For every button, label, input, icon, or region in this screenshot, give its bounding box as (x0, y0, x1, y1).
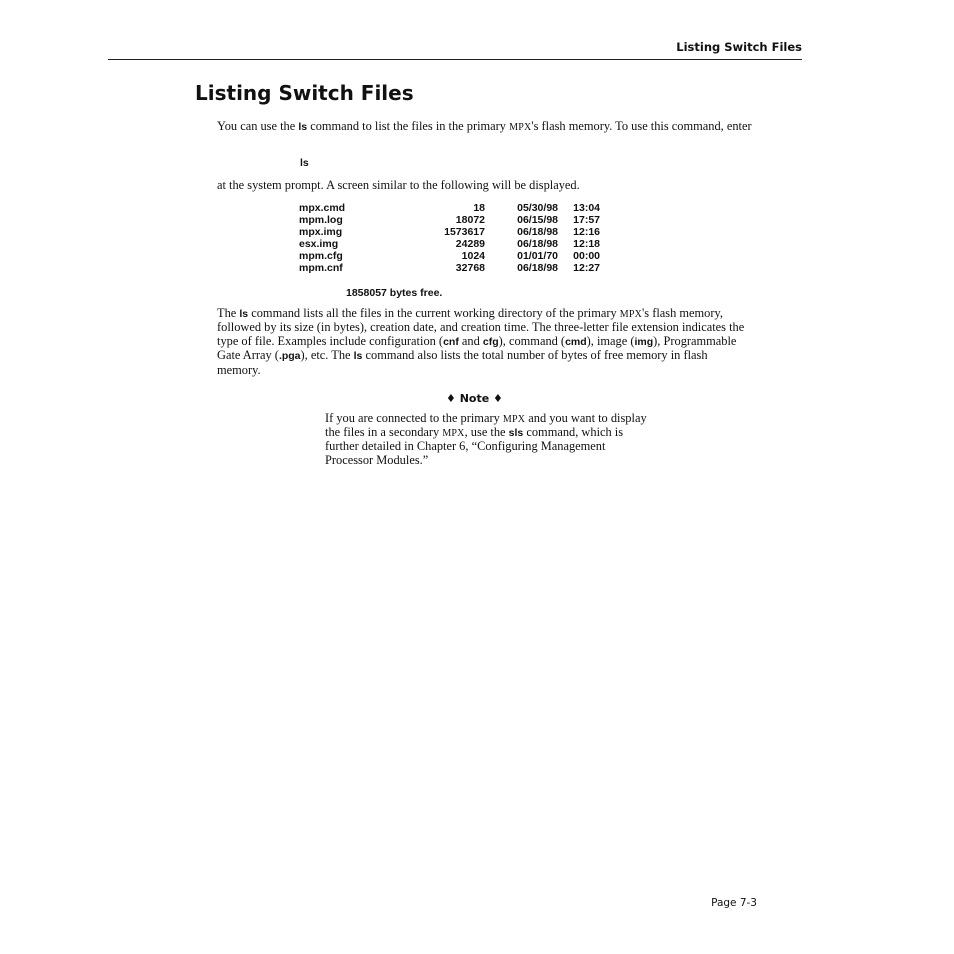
file-size: 1573617 (444, 226, 485, 238)
file-time: 00:00 (573, 250, 600, 262)
img-extension: img (634, 335, 654, 348)
file-time: 12:18 (573, 238, 600, 250)
file-row (299, 238, 600, 250)
file-listing-table (299, 202, 600, 274)
file-size: 18 (473, 202, 485, 214)
file-row (299, 250, 600, 262)
page-title: Listing Switch Files (195, 81, 414, 105)
file-time: 12:27 (573, 262, 600, 274)
mpx-acronym: MPX (442, 428, 465, 440)
file-time: 17:57 (573, 214, 600, 226)
file-size: 1024 (461, 250, 485, 262)
file-row (299, 214, 600, 226)
file-name: mpm.log (299, 214, 343, 226)
file-name: mpm.cnf (299, 262, 343, 274)
header-rule (108, 59, 802, 60)
file-time: 12:16 (573, 226, 600, 238)
after-command-text: at the system prompt. A screen similar to the following will be displayed. (217, 178, 580, 192)
file-name: mpx.img (299, 226, 343, 238)
file-size: 24289 (455, 238, 485, 250)
file-row (299, 226, 600, 238)
file-time: 13:04 (573, 202, 600, 214)
free-bytes-line: 1858057 bytes free. (346, 287, 443, 299)
mpx-acronym: MPX (509, 122, 532, 133)
file-date: 06/18/98 (517, 238, 558, 250)
mpx-acronym: MPX (502, 414, 526, 425)
file-name: esx.img (299, 238, 339, 250)
explanation-paragraph: The ls command lists all the files in the current working directory of the primary MPX's flash memory, followed by its size (in bytes), creation date, and creation time. The three-letter file extension indicates the type of file. Examples include configuration (cnf and cfg), command (cmd), image (img), Programmable Gate Array (.pga), etc. The ls command also lists the total number of bytes of free memory in flash memory. (217, 306, 745, 377)
pga-extension: .pga (278, 350, 301, 363)
ls-command: ls (298, 121, 308, 133)
note-heading: ♦ Note ♦ (446, 392, 503, 405)
ls-command: ls (239, 308, 249, 320)
file-row (299, 202, 600, 214)
sls-command: sls (508, 427, 524, 440)
file-row (299, 262, 600, 274)
cfg-extension: cfg (482, 335, 499, 348)
file-date: 06/18/98 (517, 262, 558, 274)
intro-paragraph: You can use the ls command to list the files in the primary MPX's flash memory. To use this command, enter (217, 119, 752, 133)
page-number: Page 7-3 (711, 897, 757, 909)
file-size: 18072 (455, 214, 485, 226)
file-name: mpx.cmd (299, 202, 346, 214)
command-entry: ls (300, 157, 309, 169)
file-name: mpm.cfg (299, 250, 343, 262)
file-date: 06/18/98 (517, 226, 558, 238)
file-size: 32768 (455, 262, 485, 274)
file-date: 05/30/98 (517, 202, 558, 214)
ls-command: ls (353, 350, 363, 363)
running-header-title: Listing Switch Files (676, 40, 802, 54)
mpx-acronym: MPX (619, 309, 643, 320)
file-date: 06/15/98 (517, 214, 558, 226)
cmd-extension: cmd (565, 335, 587, 348)
cnf-extension: cnf (443, 335, 459, 348)
file-date: 01/01/70 (517, 250, 558, 262)
note-text: If you are connected to the primary MPX and you want to display the files in a secondary MPX, use the sls command, which is further detailed in Chapter 6, “Configuring Management Processor Modules.” (325, 411, 647, 467)
